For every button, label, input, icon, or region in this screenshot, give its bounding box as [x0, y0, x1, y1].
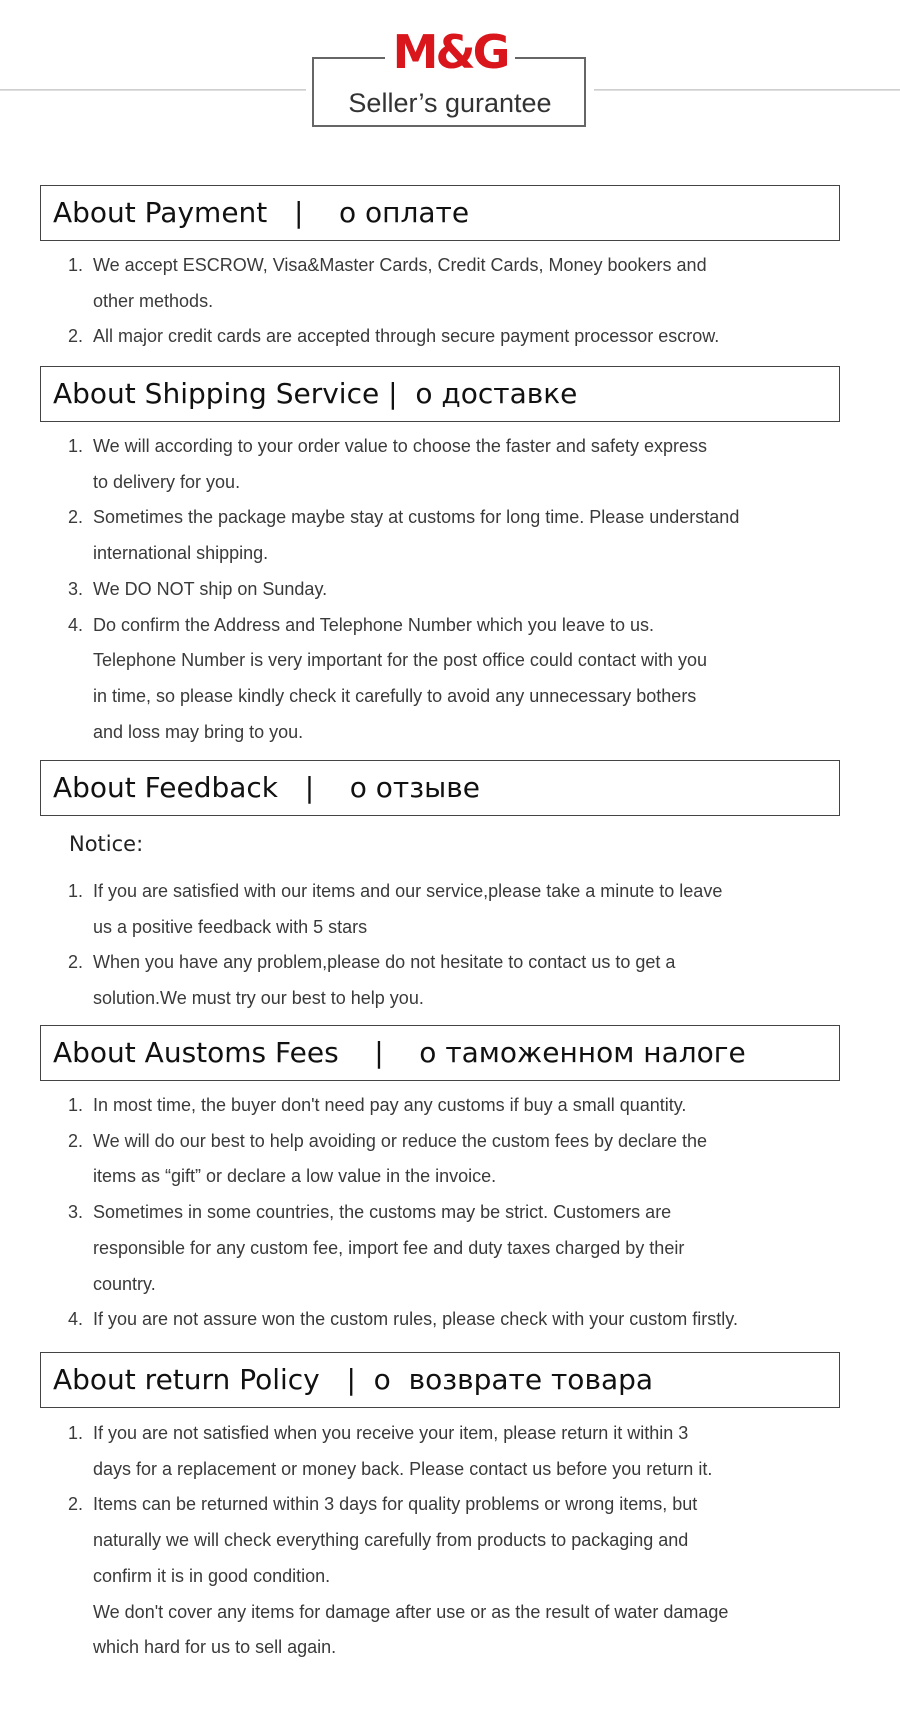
list-item: [68, 945, 858, 1016]
section-title: About Feedback | о отзыве: [53, 771, 480, 804]
item-list: [68, 1416, 858, 1666]
list-item: [68, 1124, 858, 1195]
notice-label: Notice:: [69, 832, 144, 856]
item-number: 1.: [68, 1423, 84, 1443]
item-number: 2.: [68, 952, 84, 973]
list-item: [68, 572, 858, 608]
item-text: We will according to your order value to choose the faster and safety express to delivery for you.: [93, 436, 707, 492]
item-text: If you are satisfied with our items and our service,please take a minute to leave us a positive feedback with 5 stars: [93, 881, 723, 937]
list-item: [68, 608, 858, 751]
item-number: 2.: [68, 1130, 84, 1151]
brand-logo: M&G: [385, 26, 515, 78]
item-text: If you are not assure won the custom rules, please check with your custom firstly.: [93, 1309, 738, 1330]
section-title: About Payment | о оплате: [53, 196, 470, 229]
item-text: We DO NOT ship on Sunday.: [93, 578, 328, 599]
list-item: [68, 1088, 858, 1124]
list-item: [68, 1195, 858, 1302]
item-number: 1.: [68, 436, 84, 456]
section-header: [40, 760, 840, 816]
item-number: 4.: [68, 614, 84, 635]
section-header: [40, 185, 840, 241]
item-text: In most time, the buyer don't need pay any customs if buy a small quantity.: [93, 1095, 687, 1115]
item-text: If you are not satisfied when you receive your item, please return it within 3 days for a replacement or money back. Please contact us before you return it.: [93, 1423, 713, 1479]
item-number: 1.: [68, 255, 84, 275]
item-text: Do confirm the Address and Telephone Number which you leave to us. Telephone Number is very important for the post office could contact with you in time, so please kindly check it carefully to avoid any unnecessary bothers and loss may bring to you.: [93, 614, 707, 742]
list-item: [68, 1487, 858, 1666]
item-number: 1.: [68, 881, 84, 901]
list-item: [68, 319, 858, 355]
item-text: We accept ESCROW, Visa&Master Cards, Credit Cards, Money bookers and other methods.: [93, 255, 707, 311]
item-text: When you have any problem,please do not hesitate to contact us to get a solution.We must try our best to help you.: [93, 952, 676, 1009]
item-number: 3.: [68, 1202, 84, 1223]
item-number: 1.: [68, 1095, 84, 1115]
section-header: [40, 1352, 840, 1408]
item-text: We will do our best to help avoiding or reduce the custom fees by declare the items as “gift” or declare a low value in the invoice.: [93, 1130, 708, 1187]
item-text: All major credit cards are accepted through secure payment processor escrow.: [93, 326, 720, 347]
item-number: 2.: [68, 326, 84, 347]
section-title: About Austoms Fees | о таможенном налоге: [53, 1036, 746, 1069]
item-list: [68, 429, 858, 750]
item-list: [68, 248, 858, 355]
list-item: [68, 248, 858, 319]
item-text: Sometimes in some countries, the customs may be strict. Customers are responsible for any custom fee, import fee and duty taxes charged by their country.: [93, 1202, 685, 1294]
section-title: About return Policy | о возврате товара: [53, 1363, 654, 1396]
item-list: [68, 874, 858, 1017]
list-item: [68, 874, 858, 945]
item-text: Sometimes the package maybe stay at customs for long time. Please understand international shipping.: [93, 507, 740, 564]
list-item: [68, 429, 858, 500]
section-header: [40, 366, 840, 422]
section-header: [40, 1025, 840, 1081]
item-text: Items can be returned within 3 days for quality problems or wrong items, but naturally we will check everything carefully from products to packaging and confirm it is in good condition. We don't cover any items for damage after use or as the result of water damage which hard for us to sell again.: [93, 1494, 729, 1658]
list-item: [68, 1416, 858, 1487]
list-item: [68, 500, 858, 571]
item-list: [68, 1088, 858, 1338]
item-number: 4.: [68, 1309, 84, 1330]
item-number: 3.: [68, 578, 84, 599]
item-number: 2.: [68, 507, 84, 528]
section-title: About Shipping Service | о доставке: [53, 377, 578, 410]
item-number: 2.: [68, 1494, 84, 1515]
list-item: [68, 1302, 858, 1338]
guarantee-subtitle: Seller’s gurantee: [348, 88, 552, 118]
